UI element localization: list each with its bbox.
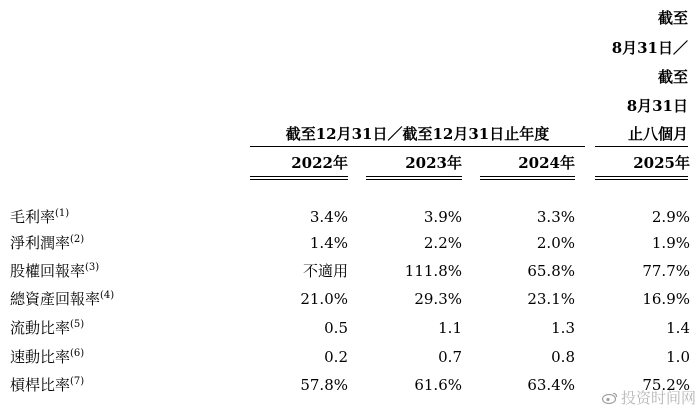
cell-2025: 2.9% — [651, 208, 690, 226]
cell-2025: 77.7% — [642, 262, 690, 280]
cell-2024: 2.0% — [536, 234, 575, 252]
row-label: 流動比率$^{(5)}$ — [10, 319, 85, 337]
row-label: 毛利率$^{(1)}$ — [10, 208, 70, 226]
cell-2022: 3.4% — [309, 208, 348, 226]
cell-2024: 23.1% — [527, 290, 575, 308]
cell-2025: 1.4 — [666, 319, 690, 337]
cell-2025: 75.2% — [642, 376, 690, 394]
header-rule-top-last — [595, 146, 688, 147]
cell-2023: 61.6% — [414, 376, 462, 394]
cell-2023: 1.1 — [438, 319, 462, 337]
header-last-col-line-2: 8月31日／ — [611, 39, 688, 57]
cell-2022: 0.5 — [324, 319, 348, 337]
cell-2022: 不適用 — [302, 262, 348, 280]
table-row — [0, 286, 700, 312]
cell-2024: 63.4% — [527, 376, 575, 394]
weibo-icon — [602, 390, 618, 402]
cell-2023: 111.8% — [404, 262, 462, 280]
row-label: 股權回報率$^{(3)}$ — [10, 262, 100, 280]
table-row — [0, 315, 700, 341]
cell-2024: 3.3% — [536, 208, 575, 226]
cell-2023: 0.7 — [438, 348, 462, 366]
cell-2025: 16.9% — [642, 290, 690, 308]
year-header-2024: 2024年 — [518, 154, 575, 172]
year-header-2025: 2025年 — [633, 154, 690, 172]
header-group-label: 截至12月31日／截至12月31日止年度 — [285, 125, 550, 143]
header-rule-top-group — [250, 146, 585, 147]
table-row — [0, 204, 700, 230]
header-last-col-line-3: 截至 — [657, 68, 688, 86]
table-row — [0, 372, 700, 398]
row-label: 總資產回報率$^{(4)}$ — [10, 290, 115, 308]
cell-2024: 0.8 — [551, 348, 575, 366]
table-row — [0, 344, 700, 370]
row-label: 速動比率$^{(6)}$ — [10, 348, 85, 366]
year-header-2022: 2022年 — [291, 154, 348, 172]
row-label: 淨利潤率$^{(2)}$ — [10, 234, 85, 252]
year-rule-2023 — [366, 176, 462, 180]
cell-2023: 3.9% — [423, 208, 462, 226]
cell-2022: 0.2 — [324, 348, 348, 366]
header-last-col-line-4: 8月31日 — [626, 97, 688, 115]
cell-2025: 1.9% — [651, 234, 690, 252]
cell-2022: 57.8% — [300, 376, 348, 394]
year-rule-2022 — [250, 176, 348, 180]
table-row — [0, 230, 700, 256]
cell-2023: 29.3% — [414, 290, 462, 308]
cell-2022: 1.4% — [309, 234, 348, 252]
table-row — [0, 258, 700, 284]
cell-2024: 1.3 — [551, 319, 575, 337]
cell-2022: 21.0% — [300, 290, 348, 308]
year-rule-2025 — [595, 176, 688, 180]
cell-2025: 1.0 — [666, 348, 690, 366]
cell-2023: 2.2% — [423, 234, 462, 252]
row-label: 槓桿比率$^{(7)}$ — [10, 376, 85, 394]
watermark — [602, 387, 696, 408]
header-last-col-line-5: 止八個月 — [627, 125, 688, 143]
header-last-col-line-1: 截至 — [657, 9, 688, 27]
watermark-text: 投资时间网 — [620, 389, 696, 407]
year-header-2023: 2023年 — [405, 154, 462, 172]
cell-2024: 65.8% — [527, 262, 575, 280]
year-rule-2024 — [480, 176, 575, 180]
